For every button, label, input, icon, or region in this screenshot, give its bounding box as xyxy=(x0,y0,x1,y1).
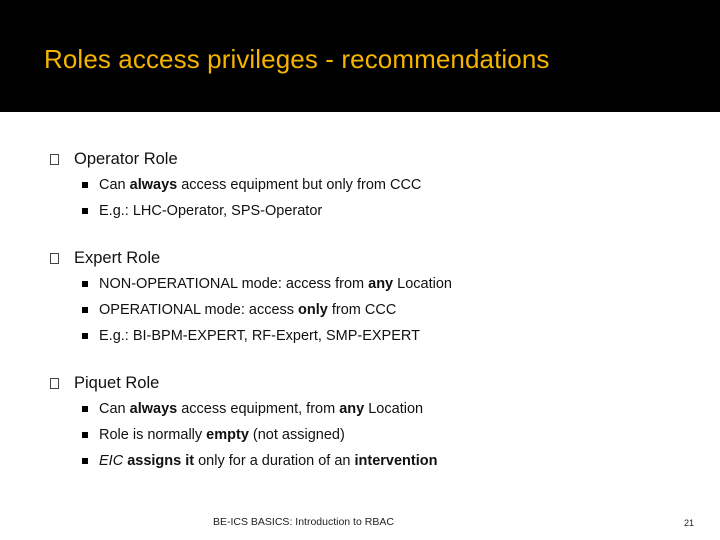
square-bullet-icon xyxy=(82,406,88,412)
bullet-item xyxy=(82,326,420,346)
bullet-text: EIC assigns it only for a duration of an intervention xyxy=(99,453,438,469)
bullet-item xyxy=(82,300,396,320)
checkbox-bullet-icon xyxy=(50,253,59,264)
bullet-text: Role is normally empty (not assigned) xyxy=(99,427,345,443)
bullet-item xyxy=(82,274,452,294)
square-bullet-icon xyxy=(82,307,88,313)
section-heading-text: Operator Role xyxy=(74,149,178,168)
square-bullet-icon xyxy=(82,458,88,464)
square-bullet-icon xyxy=(82,333,88,339)
section-heading xyxy=(50,246,160,270)
section-heading-text: Expert Role xyxy=(74,248,161,267)
bullet-item xyxy=(82,399,423,419)
bullet-item xyxy=(82,175,421,195)
slide-title: Roles access privileges - recommendations xyxy=(44,44,550,74)
section-heading-text: Piquet Role xyxy=(74,373,160,392)
bullet-text: E.g.: BI-BPM-EXPERT, RF-Expert, SMP-EXPERT xyxy=(99,328,420,344)
square-bullet-icon xyxy=(82,208,88,214)
checkbox-bullet-icon xyxy=(50,154,59,165)
bullet-text: Can always access equipment but only from CCC xyxy=(99,177,422,193)
page-number: 21 xyxy=(683,518,694,528)
square-bullet-icon xyxy=(82,281,88,287)
bullet-text: E.g.: LHC-Operator, SPS-Operator xyxy=(99,203,323,219)
footer-text: BE-ICS BASICS: Introduction to RBAC xyxy=(213,516,394,528)
square-bullet-icon xyxy=(82,182,88,188)
bullet-item xyxy=(82,451,437,471)
bullet-text: NON-OPERATIONAL mode: access from any Location xyxy=(99,276,452,292)
bullet-item xyxy=(82,425,345,445)
section-heading xyxy=(50,147,178,171)
bullet-text: OPERATIONAL mode: access only from CCC xyxy=(99,302,397,318)
bullet-text: Can always access equipment, from any Location xyxy=(99,401,424,417)
section-heading xyxy=(50,371,159,395)
checkbox-bullet-icon xyxy=(50,378,59,389)
square-bullet-icon xyxy=(82,432,88,438)
bullet-item xyxy=(82,201,322,221)
